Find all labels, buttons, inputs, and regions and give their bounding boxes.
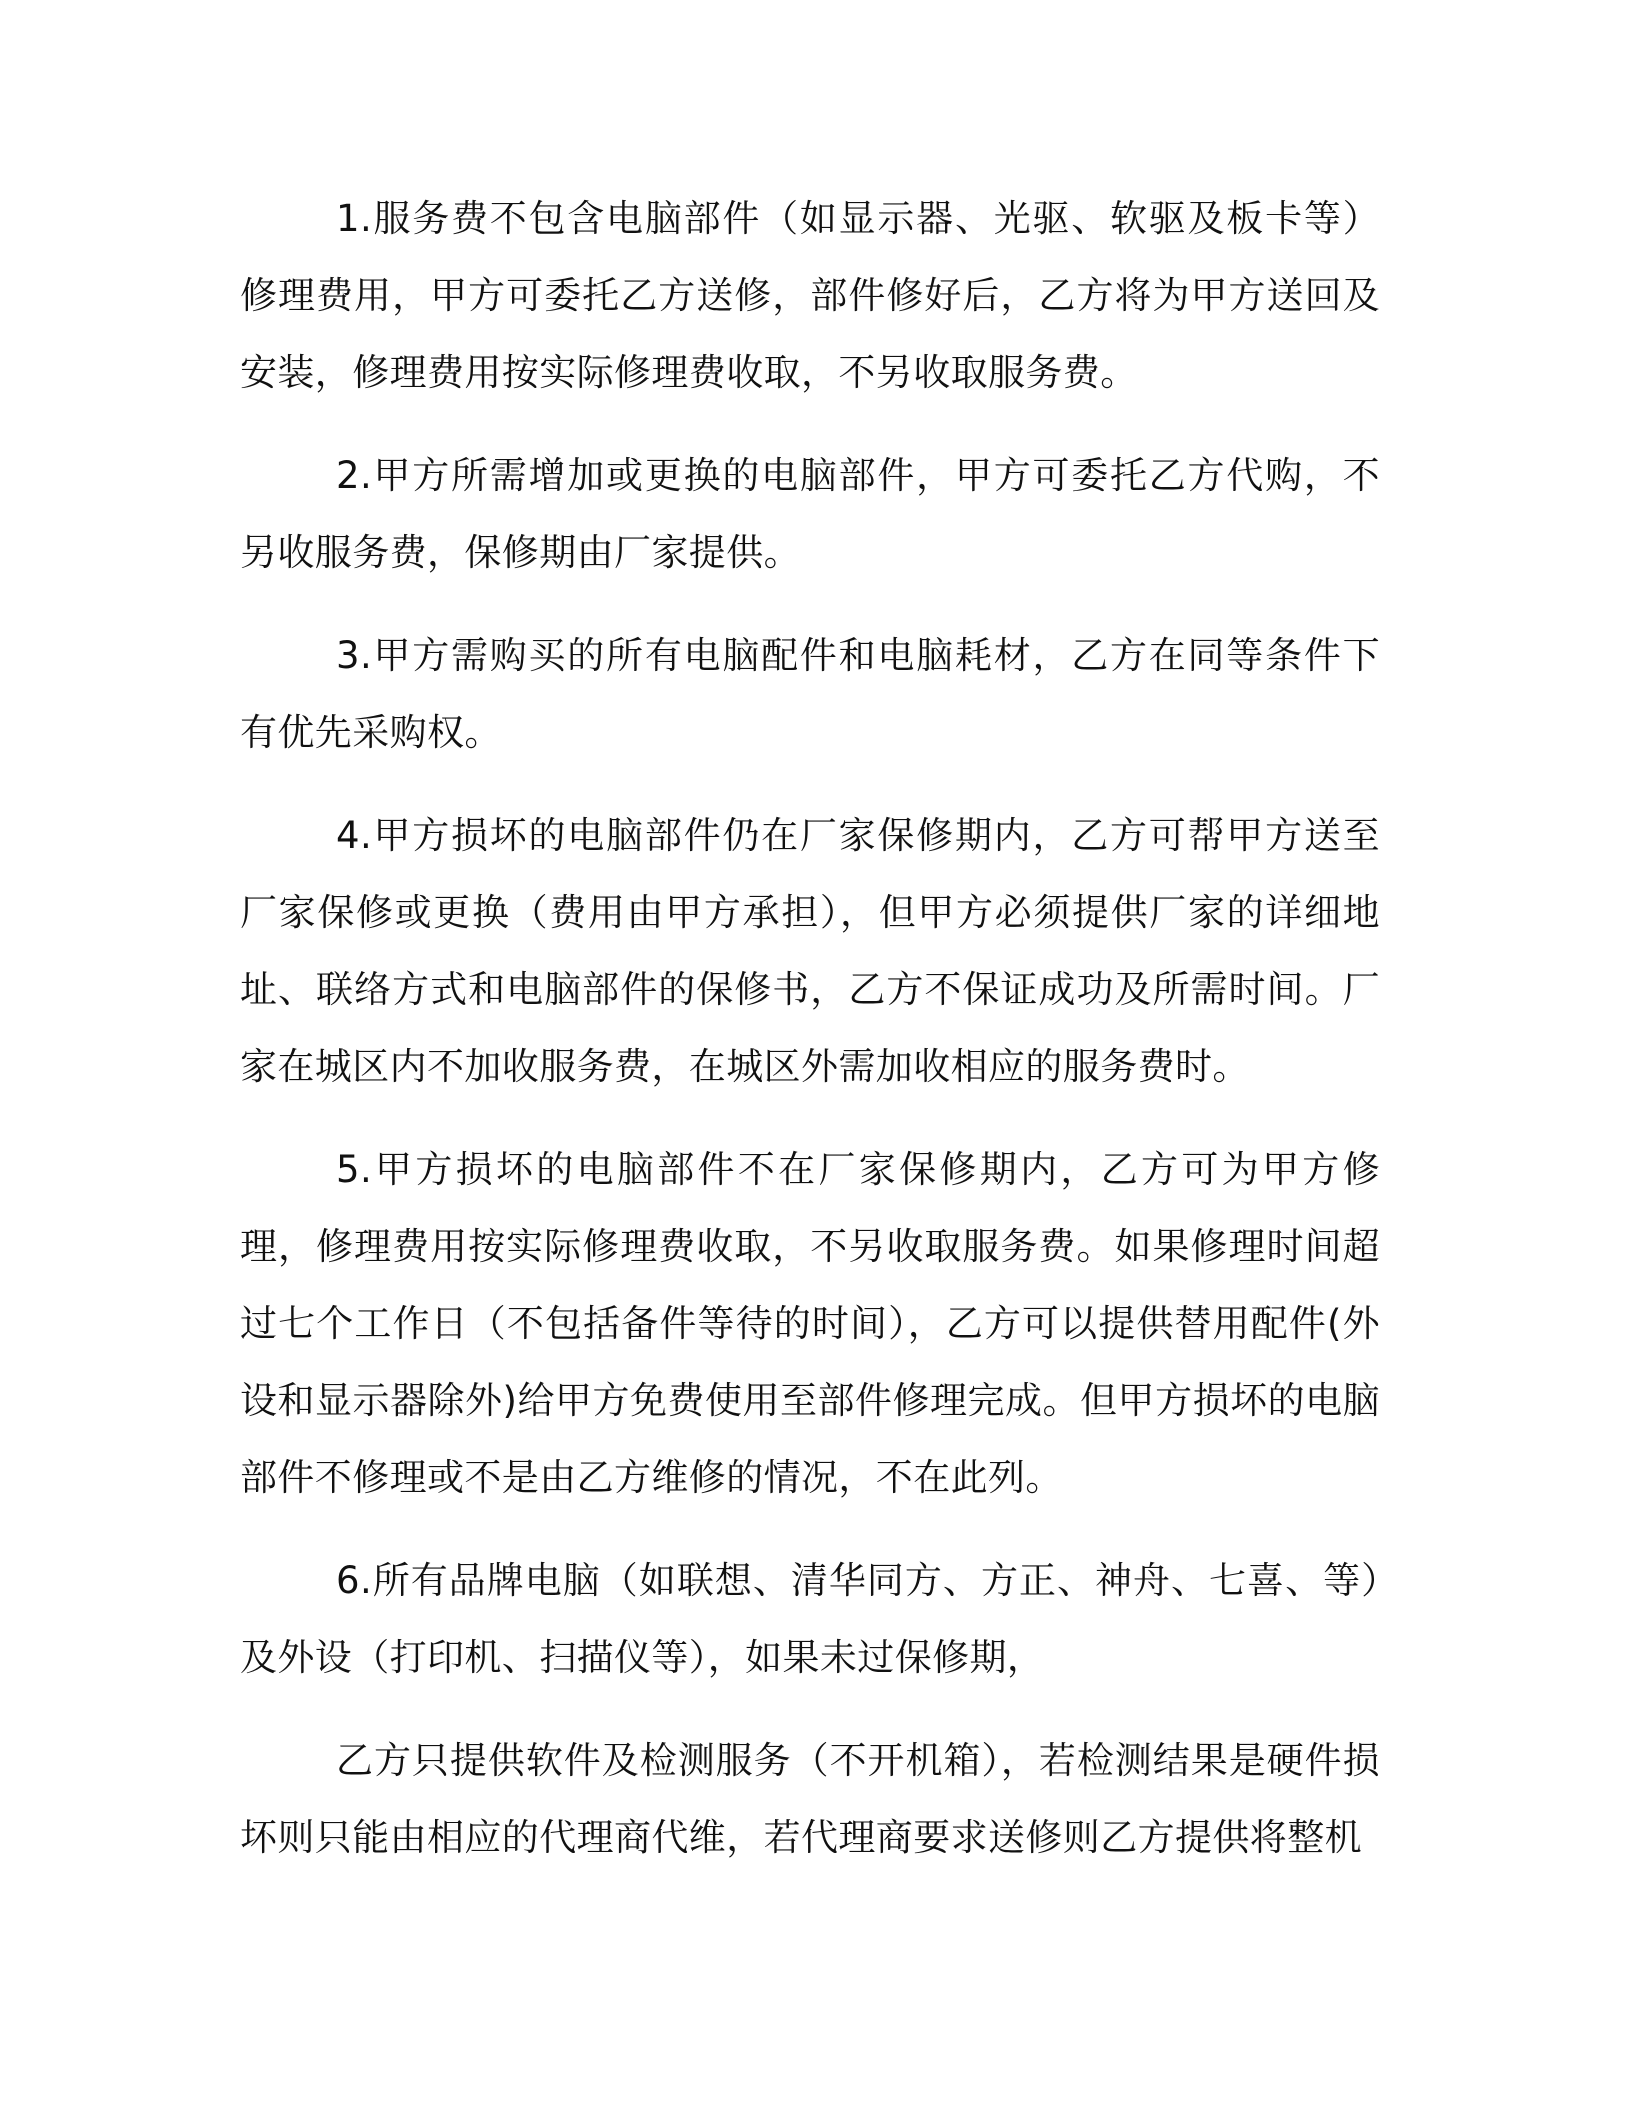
clause-5-paragraph: 5.甲方损坏的电脑部件不在厂家保修期内，乙方可为甲方修理，修理费用按实际修理费收取，不另收取服务费。如果修理时间超过七个工作日（不包括备件等待的时间），乙方可以提供替用配件(外设和显示器除外)给甲方免费使用至部件修理完成。但甲方损坏的电脑部件不修理或不是由乙方维修的情况，不在此列。 [240,1148,1380,1499]
clause-6-paragraph: 6.所有品牌电脑（如联想、清华同方、方正、神舟、七喜、等）及外设（打印机、扫描仪等），如果未过保修期， [240,1559,1380,1679]
clause-6-continuation-paragraph: 乙方只提供软件及检测服务（不开机箱），若检测结果是硬件损坏则只能由相应的代理商代维，若代理商要求送修则乙方提供将整机 [240,1739,1380,1859]
clause-1-paragraph: 1.服务费不包含电脑部件（如显示器、光驱、软驱及板卡等）修理费用，甲方可委托乙方送修，部件修好后，乙方将为甲方送回及安装，修理费用按实际修理费收取，不另收取服务费。 [240,197,1380,394]
clause-2-paragraph: 2.甲方所需增加或更换的电脑部件，甲方可委托乙方代购，不另收服务费，保修期由厂家提供。 [240,454,1380,574]
clause-4-paragraph: 4.甲方损坏的电脑部件仍在厂家保修期内，乙方可帮甲方送至厂家保修或更换（费用由甲方承担），但甲方必须提供厂家的详细地址、联络方式和电脑部件的保修书，乙方不保证成功及所需时间。厂家在城区内不加收服务费，在城区外需加收相应的服务费时。 [240,814,1380,1088]
document-body [240,180,1380,1902]
clause-3-paragraph: 3.甲方需购买的所有电脑配件和电脑耗材，乙方在同等条件下有优先采购权。 [240,634,1380,754]
